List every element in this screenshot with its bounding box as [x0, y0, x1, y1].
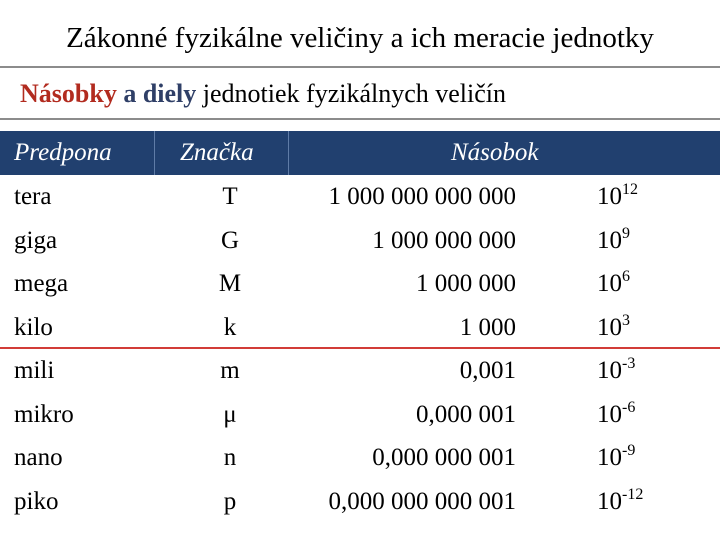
- cell-symbol: p: [223, 487, 237, 515]
- cell-prefix: kilo: [14, 313, 53, 341]
- cell-symbol: M: [218, 270, 242, 297]
- cell-symbol: m: [220, 357, 240, 384]
- header-prefix: Predpona: [14, 139, 112, 166]
- table-row: [0, 175, 720, 219]
- subtitle-word-nasobky: Násobky: [20, 79, 117, 108]
- subtitle: [20, 76, 506, 112]
- power-base: 10: [597, 270, 622, 297]
- power-exponent: 9: [622, 224, 630, 242]
- subtitle-word-a: a: [123, 79, 137, 108]
- cell-prefix: nano: [14, 444, 63, 471]
- table-row: [0, 219, 720, 263]
- header-symbol: Značka: [180, 139, 254, 166]
- cell-value: 0,001: [459, 357, 516, 384]
- page-title: Zákonné fyzikálne veličiny a ich meracie jednotky: [66, 22, 654, 54]
- header-divider: [154, 131, 155, 175]
- subtitle-divider: [0, 118, 720, 120]
- power-exponent: 6: [622, 268, 630, 285]
- cell-prefix: mili: [14, 357, 55, 384]
- power-base: 10: [597, 400, 622, 428]
- cell-prefix: mega: [14, 270, 69, 297]
- cell-value: 0,000 001: [416, 400, 516, 428]
- power-base: 10: [597, 357, 622, 384]
- table-row: [0, 349, 720, 393]
- table-row: [0, 262, 720, 306]
- title-divider: [0, 66, 720, 68]
- cell-symbol: n: [223, 444, 237, 471]
- cell-value: 1 000 000 000: [372, 226, 516, 254]
- cell-power: [597, 224, 630, 258]
- table-row: [0, 480, 720, 524]
- power-base: 10: [597, 226, 622, 254]
- cell-power: [597, 398, 636, 432]
- cell-value: 0,000 000 001: [372, 444, 516, 471]
- subtitle-word-diely: diely: [142, 79, 197, 108]
- cell-symbol: k: [223, 313, 237, 341]
- prefix-table: [0, 131, 720, 523]
- cell-prefix: tera: [14, 183, 52, 210]
- cell-prefix: piko: [14, 487, 59, 515]
- cell-power: [597, 485, 644, 519]
- cell-power: [597, 311, 630, 345]
- power-base: 10: [597, 487, 622, 515]
- power-base: 10: [597, 313, 622, 341]
- cell-power: [597, 270, 630, 301]
- power-base: 10: [597, 444, 622, 471]
- cell-power: [597, 357, 635, 388]
- cell-symbol: G: [220, 226, 240, 254]
- table-body: [0, 175, 720, 523]
- cell-symbol: T: [222, 183, 238, 210]
- cell-value: 0,000 000 000 001: [328, 487, 516, 515]
- power-exponent: -12: [622, 485, 644, 503]
- cell-power: [597, 183, 638, 214]
- table-row: [0, 436, 720, 480]
- power-base: 10: [597, 183, 622, 210]
- cell-prefix: giga: [14, 226, 58, 254]
- subtitle-rest: jednotiek fyzikálnych veličín: [202, 79, 507, 108]
- header-multiple: Násobok: [451, 139, 539, 166]
- cell-value: 1 000 000: [416, 270, 516, 297]
- cell-power: [597, 444, 635, 475]
- cell-value: 1 000 000 000 000: [328, 183, 516, 210]
- header-divider: [288, 131, 289, 175]
- table-row: [0, 393, 720, 437]
- cell-value: 1 000: [459, 313, 516, 341]
- power-exponent: -3: [622, 355, 636, 372]
- power-exponent: 3: [622, 311, 630, 329]
- power-exponent: -9: [622, 442, 636, 459]
- cell-prefix: mikro: [14, 400, 74, 428]
- power-exponent: -6: [622, 398, 636, 416]
- power-exponent: 12: [622, 181, 638, 198]
- table-row: [0, 306, 720, 350]
- cell-symbol: μ: [223, 400, 237, 428]
- table-header: [0, 131, 720, 175]
